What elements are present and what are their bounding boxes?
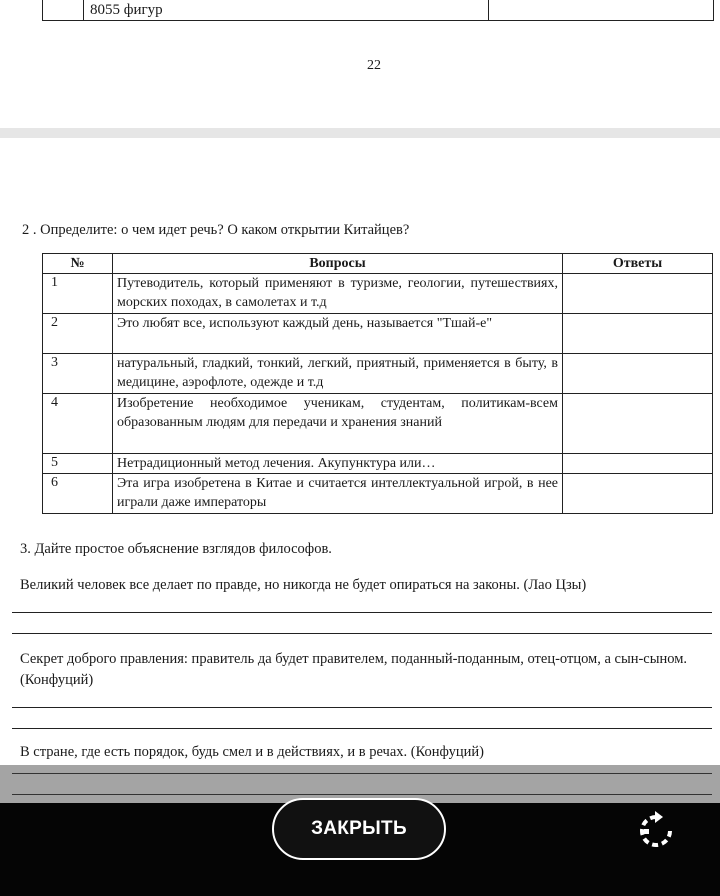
close-button[interactable]: ЗАКРЫТЬ — [272, 798, 446, 860]
row-number: 5 — [43, 454, 113, 474]
header-answers: Ответы — [563, 254, 713, 274]
task-2-title: 2 . Определите: о чем идет речь? О каком открытии Китайцев? — [22, 222, 410, 238]
answer-line — [12, 773, 712, 774]
row-number: 3 — [43, 354, 113, 394]
page-separator — [0, 128, 720, 138]
quote-lao-tzu: Великий человек все делает по правде, но никогда не будет опираться на законы. (Лао Цзы) — [20, 577, 587, 593]
previous-table-fragment — [42, 0, 714, 21]
answer-line — [12, 612, 712, 613]
row-question: Нетрадиционный метод лечения. Акупунктура или… — [113, 454, 563, 474]
row-answer — [563, 474, 713, 514]
row-question: натуральный, гладкий, тонкий, легкий, приятный, применяется в быту, в медицине, аэрофлоте, одежде и т.д — [113, 354, 563, 394]
questions-table — [42, 253, 713, 514]
row-number: 6 — [43, 474, 113, 514]
table-row — [43, 394, 713, 454]
table-row — [43, 454, 713, 474]
row-question: Путеводитель, который применяют в туризме, геологии, путешествиях, морских походах, в самолетах и т.д — [113, 274, 563, 314]
answer-line — [12, 707, 712, 708]
answer-line — [12, 633, 712, 634]
row-number: 2 — [43, 314, 113, 354]
table-header-row — [43, 254, 713, 274]
table-row — [43, 314, 713, 354]
task-3-title: 3. Дайте простое объяснение взглядов философов. — [20, 541, 332, 557]
row-answer — [563, 314, 713, 354]
row-number: 1 — [43, 274, 113, 314]
table-cell — [43, 0, 84, 20]
row-answer — [563, 274, 713, 314]
row-answer — [563, 394, 713, 454]
table-cell: 8055 фигур — [84, 0, 489, 20]
table-row — [43, 354, 713, 394]
rotate-icon[interactable] — [633, 808, 679, 854]
header-questions: Вопросы — [113, 254, 563, 274]
row-question: Это любят все, используют каждый день, называется "Тшай-е" — [113, 314, 563, 354]
table-row — [43, 274, 713, 314]
page-number: 22 — [367, 58, 381, 73]
row-number: 4 — [43, 394, 113, 454]
header-num: № — [43, 254, 113, 274]
quote-confucius-2: В стране, где есть порядок, будь смел и в действиях, и в речах. (Конфуций) — [20, 744, 484, 760]
table-row — [43, 474, 713, 514]
row-answer — [563, 454, 713, 474]
answer-line — [12, 728, 712, 729]
answer-line — [12, 794, 712, 795]
quote-confucius-1: Секрет доброго правления: правитель да будет правителем, поданный-поданным, отец-отцом, а сын-сыном. (Конфуций) — [20, 651, 688, 688]
row-question: Изобретение необходимое ученикам, студентам, политикам-всем образованным людям для передачи и хранения знаний — [113, 394, 563, 454]
row-question: Эта игра изобретена в Китае и считается интеллектуальной игрой, в нее играли даже императоры — [113, 474, 563, 514]
row-answer — [563, 354, 713, 394]
